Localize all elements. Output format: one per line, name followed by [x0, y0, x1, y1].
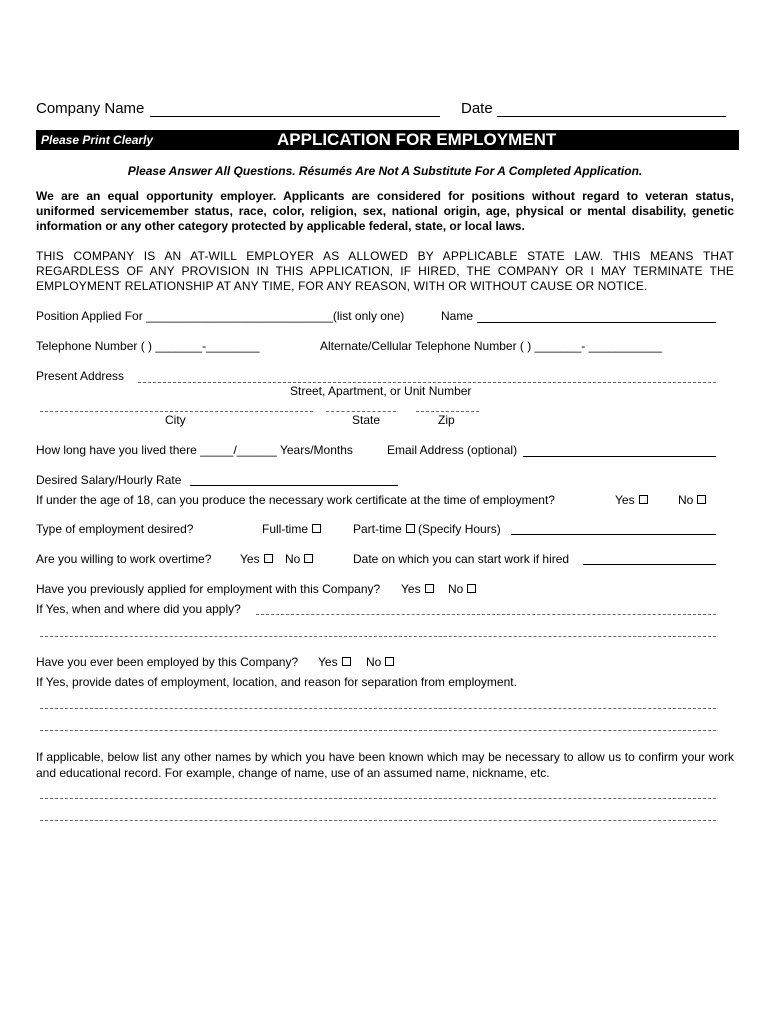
overtime-yes-option[interactable]: [240, 552, 273, 566]
present-address-label: Present Address: [36, 369, 125, 383]
part-time-option[interactable]: [353, 522, 501, 536]
title-bar: [36, 130, 739, 150]
how-long-label: How long have you lived there _____/______ Years/Months: [36, 443, 353, 457]
part-time-hours-field[interactable]: [511, 534, 716, 535]
full-time-option[interactable]: [262, 522, 321, 536]
yes-label: Yes: [401, 582, 421, 596]
under-18-no-option[interactable]: [678, 493, 706, 507]
checkbox-icon[interactable]: [342, 657, 351, 666]
full-time-label: Full-time: [262, 522, 309, 536]
form-subtitle: Please Answer All Questions. Résumés Are Not A Substitute For A Completed Application.: [127, 164, 643, 178]
zip-field[interactable]: [416, 411, 479, 412]
yes-label: Yes: [615, 493, 635, 507]
yes-label: Yes: [318, 655, 338, 669]
employed-yes-option[interactable]: [318, 655, 351, 669]
date-label: Date: [461, 100, 493, 117]
checkbox-icon[interactable]: [406, 524, 415, 533]
employment-dates-label: If Yes, provide dates of employment, location, and reason for separation from employment.: [36, 675, 517, 689]
date-field[interactable]: [497, 116, 726, 117]
no-label: No: [678, 493, 694, 507]
employment-details-field-1[interactable]: [40, 708, 716, 709]
overtime-label: Are you willing to work overtime?: [36, 552, 212, 566]
applied-yes-option[interactable]: [401, 582, 434, 596]
under-18-yes-option[interactable]: [615, 493, 648, 507]
employment-details-field-2[interactable]: [40, 730, 716, 731]
desired-salary-field[interactable]: [190, 485, 398, 486]
when-where-applied-label: If Yes, when and where did you apply?: [36, 602, 241, 616]
checkbox-icon[interactable]: [264, 554, 273, 563]
name-label: Name: [441, 309, 474, 323]
page-title: APPLICATION FOR EMPLOYMENT: [277, 130, 557, 149]
when-where-field[interactable]: [256, 614, 716, 615]
state-caption: State: [352, 413, 381, 427]
previously-applied-question: Have you previously applied for employment with this Company?: [36, 582, 381, 596]
checkbox-icon[interactable]: [697, 495, 706, 504]
email-label: Email Address (optional): [387, 443, 518, 457]
name-field[interactable]: [477, 322, 716, 323]
telephone-label: Telephone Number ( ) _______-________: [36, 339, 260, 353]
print-clearly-label: Please Print Clearly: [41, 133, 154, 147]
under-18-question: If under the age of 18, can you produce the necessary work certificate at the time of employment?: [36, 493, 555, 507]
employed-no-option[interactable]: [366, 655, 394, 669]
checkbox-icon[interactable]: [385, 657, 394, 666]
other-names-field-1[interactable]: [40, 798, 716, 799]
no-label: No: [285, 552, 301, 566]
checkbox-icon[interactable]: [425, 584, 434, 593]
previously-employed-question: Have you ever been employed by this Company?: [36, 655, 299, 669]
no-label: No: [366, 655, 382, 669]
checkbox-icon[interactable]: [312, 524, 321, 533]
other-names-instructions: If applicable, below list any other names by which you have been known which may be necessary to allow us to confirm your work and educational record. For example, change of name, use of an assumed name, nickname, etc.: [36, 750, 734, 780]
specify-hours-label: (Specify Hours): [418, 522, 501, 536]
company-name-field[interactable]: [150, 116, 440, 117]
applied-no-option[interactable]: [448, 582, 476, 596]
part-time-label: Part-time: [353, 522, 402, 536]
desired-salary-label: Desired Salary/Hourly Rate: [36, 473, 182, 487]
no-label: No: [448, 582, 464, 596]
position-applied-label: Position Applied For ____________________________(list only one): [36, 309, 405, 323]
employment-type-label: Type of employment desired?: [36, 522, 194, 536]
email-field[interactable]: [523, 456, 716, 457]
start-date-label: Date on which you can start work if hired: [353, 552, 570, 566]
overtime-no-option[interactable]: [285, 552, 313, 566]
checkbox-icon[interactable]: [304, 554, 313, 563]
other-names-field-2[interactable]: [40, 820, 716, 821]
alt-telephone-label: Alternate/Cellular Telephone Number ( ) _______- ___________: [320, 339, 663, 353]
checkbox-icon[interactable]: [467, 584, 476, 593]
street-address-field[interactable]: [138, 382, 716, 383]
at-will-notice: THIS COMPANY IS AN AT-WILL EMPLOYER AS ALLOWED BY APPLICABLE STATE LAW. THIS MEANS THAT REGARDLESS OF ANY PROVISION IN THIS APPLICATION, IF HIRED, THE COMPANY OR I MAY TERMINATE THE EMPLOYMENT RELATIONSHIP AT ANY TIME, FOR ANY REASON, WITH OR WITHOUT CAUSE OR NOTICE.: [36, 249, 734, 293]
company-name-label: Company Name: [36, 100, 145, 117]
eeo-notice: We are an equal opportunity employer. Applicants are considered for positions without regard to veteran status, uniformed servicemember status, race, color, religion, sex, national origin, age, physical or mental disability, genetic information or any other category protected by applicable federal, state, or local laws.: [36, 189, 734, 233]
state-field[interactable]: [326, 411, 396, 412]
city-field[interactable]: [40, 411, 313, 412]
zip-caption: Zip: [438, 413, 455, 427]
city-caption: City: [165, 413, 186, 427]
yes-label: Yes: [240, 552, 260, 566]
start-date-field[interactable]: [583, 564, 716, 565]
street-caption: Street, Apartment, or Unit Number: [290, 384, 472, 398]
when-where-field-line-2[interactable]: [40, 636, 716, 637]
checkbox-icon[interactable]: [639, 495, 648, 504]
